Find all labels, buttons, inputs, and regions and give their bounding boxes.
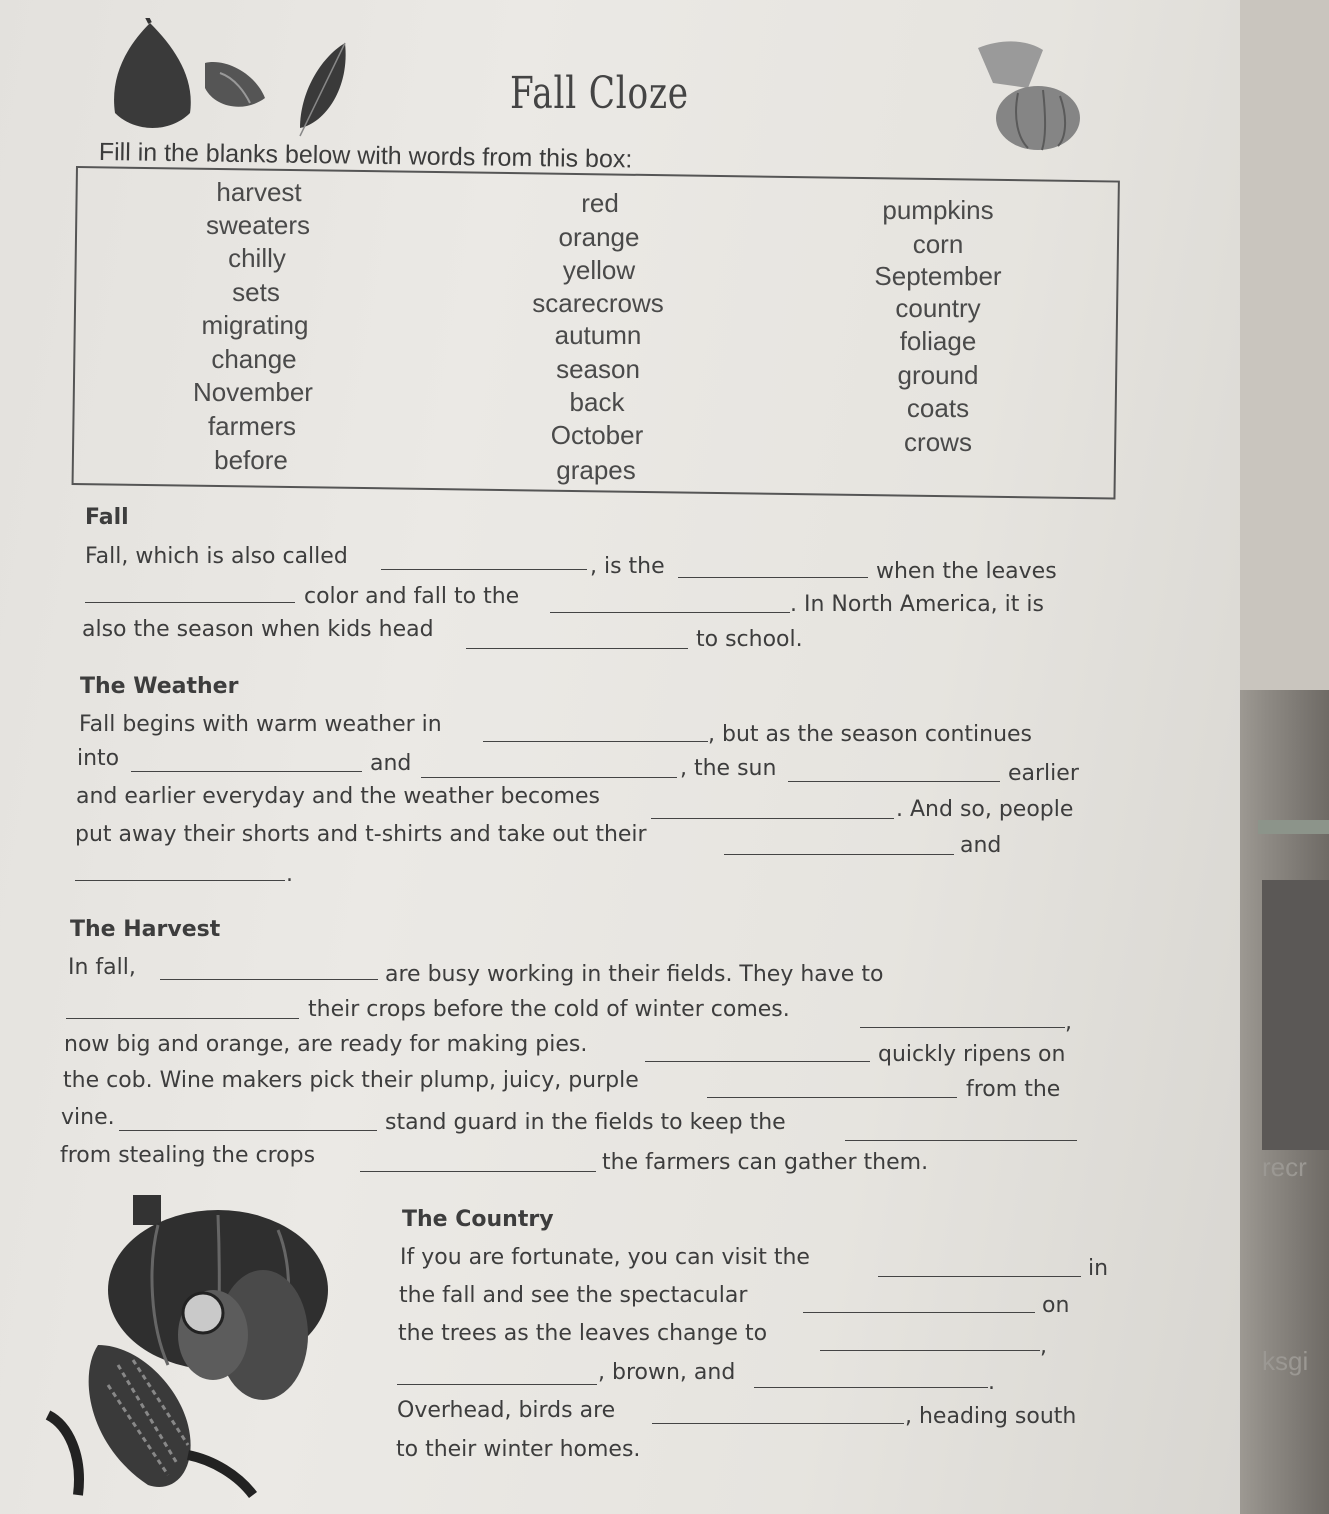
adjacent-page-band (1258, 820, 1329, 834)
word-bank-item: migrating (201, 310, 309, 340)
answer-blank[interactable] (860, 1027, 1065, 1028)
answer-blank[interactable] (381, 569, 587, 570)
word-bank-item: back (569, 387, 625, 417)
word-bank-item: October (550, 420, 644, 450)
word-bank-item: red (581, 188, 619, 218)
passage-text: , the sun (680, 756, 777, 781)
answer-blank[interactable] (803, 1312, 1035, 1313)
pumpkin-illustration (968, 38, 1088, 158)
adjacent-page-top (1236, 0, 1329, 690)
word-bank-item: autumn (554, 320, 642, 350)
passage-text: , is the (590, 554, 665, 579)
answer-blank[interactable] (878, 1276, 1081, 1277)
passage-text: Overhead, birds are (397, 1398, 616, 1423)
answer-blank[interactable] (119, 1130, 377, 1131)
passage-text: , (1040, 1334, 1047, 1359)
answer-blank[interactable] (483, 741, 708, 742)
word-bank-item: grapes (556, 455, 636, 485)
answer-blank[interactable] (652, 1423, 904, 1424)
passage-text: the fall and see the spectacular (399, 1283, 748, 1308)
word-bank-item: country (895, 293, 981, 323)
answer-blank[interactable] (820, 1350, 1040, 1351)
word-bank-item: ground (897, 360, 979, 390)
passage-text: are busy working in their fields. They have to (385, 962, 884, 987)
answer-blank[interactable] (724, 854, 954, 855)
passage-text: and earlier everyday and the weather becomes (76, 784, 600, 809)
answer-blank[interactable] (678, 577, 868, 578)
word-bank-item: September (874, 261, 1002, 291)
section-heading-fall: Fall (85, 505, 129, 530)
word-bank-item: crows (904, 427, 972, 457)
passage-text: now big and orange, are ready for making pies. (64, 1032, 588, 1057)
answer-blank[interactable] (707, 1097, 957, 1098)
word-bank-item: sets (232, 277, 280, 307)
passage-text: and (960, 833, 1002, 858)
instructions: Fill in the blanks below with words from this box: (98, 138, 633, 174)
passage-text: , heading south (905, 1404, 1077, 1429)
passage-text: in (1088, 1256, 1109, 1281)
passage-text: . In North America, it is (790, 592, 1044, 617)
answer-blank[interactable] (466, 648, 688, 649)
passage-text: when the leaves (876, 559, 1057, 584)
answer-blank[interactable] (645, 1061, 870, 1062)
passage-text: the farmers can gather them. (602, 1150, 929, 1175)
word-bank-item: November (193, 377, 313, 407)
leaves-illustration (105, 18, 355, 143)
answer-blank[interactable] (360, 1171, 596, 1172)
passage-text: to school. (696, 627, 803, 652)
passage-text: from stealing the crops (60, 1143, 316, 1168)
passage-text: . And so, people (896, 797, 1074, 822)
passage-text: Fall begins with warm weather in (79, 712, 442, 737)
answer-blank[interactable] (754, 1387, 988, 1388)
word-bank-item: season (556, 354, 640, 384)
word-bank-item: orange (558, 222, 640, 252)
passage-text: also the season when kids head (82, 617, 434, 642)
answer-blank[interactable] (397, 1384, 597, 1385)
passage-text: the cob. Wine makers pick their plump, juicy, purple (63, 1068, 639, 1093)
answer-blank[interactable] (66, 1018, 299, 1019)
passage-text: into (77, 746, 120, 771)
passage-text: and (370, 751, 412, 776)
answer-blank[interactable] (75, 880, 285, 881)
word-bank-item: corn (912, 229, 964, 259)
passage-text: . (286, 862, 293, 887)
passage-text: vine. (61, 1105, 115, 1130)
word-bank-item: chilly (228, 243, 286, 273)
word-bank-item: harvest (216, 177, 302, 207)
section-heading-weather: The Weather (80, 674, 239, 699)
answer-blank[interactable] (651, 818, 894, 819)
answer-blank[interactable] (131, 771, 362, 772)
passage-text: earlier (1008, 761, 1079, 786)
adjacent-page-text-1: recr (1262, 1152, 1307, 1182)
passage-text: put away their shorts and t-shirts and take out their (75, 822, 647, 847)
word-bank-item: change (211, 344, 297, 374)
passage-text: , (1065, 1010, 1072, 1035)
section-heading-harvest: The Harvest (70, 917, 221, 942)
word-bank-item: before (214, 445, 288, 475)
word-bank-item: sweaters (205, 210, 311, 240)
passage-text: to their winter homes. (396, 1437, 641, 1462)
passage-text: on (1042, 1293, 1070, 1318)
word-bank-item: yellow (562, 255, 636, 285)
answer-blank[interactable] (788, 781, 1000, 782)
passage-text: In fall, (68, 955, 136, 980)
passage-text: from the (966, 1077, 1061, 1102)
answer-blank[interactable] (160, 979, 378, 980)
adjacent-page-illustration (1262, 880, 1329, 1150)
passage-text: , brown, and (598, 1360, 736, 1385)
passage-text: Fall, which is also called (85, 544, 348, 569)
passage-text: quickly ripens on (878, 1042, 1066, 1067)
passage-text: . (988, 1370, 995, 1395)
adjacent-page-text-2: ksgi (1262, 1346, 1309, 1376)
passage-text: If you are fortunate, you can visit the (400, 1245, 810, 1270)
pumpkin-corn-illustration (38, 1195, 368, 1505)
section-heading-country: The Country (402, 1207, 554, 1232)
answer-blank[interactable] (421, 777, 677, 778)
passage-text: their crops before the cold of winter comes. (308, 997, 790, 1022)
page-title: Fall Cloze (510, 68, 689, 119)
answer-blank[interactable] (845, 1140, 1077, 1141)
word-bank-item: coats (906, 393, 970, 423)
word-bank-item: farmers (207, 411, 297, 441)
word-bank-item: pumpkins (882, 195, 994, 225)
word-bank-item: foliage (899, 326, 977, 356)
passage-text: the trees as the leaves change to (398, 1321, 768, 1346)
answer-blank[interactable] (85, 602, 295, 603)
passage-text: , but as the season continues (708, 722, 1033, 747)
answer-blank[interactable] (550, 612, 790, 613)
passage-text: stand guard in the fields to keep the (385, 1110, 786, 1135)
word-bank-item: scarecrows (532, 288, 664, 318)
passage-text: color and fall to the (304, 584, 520, 609)
